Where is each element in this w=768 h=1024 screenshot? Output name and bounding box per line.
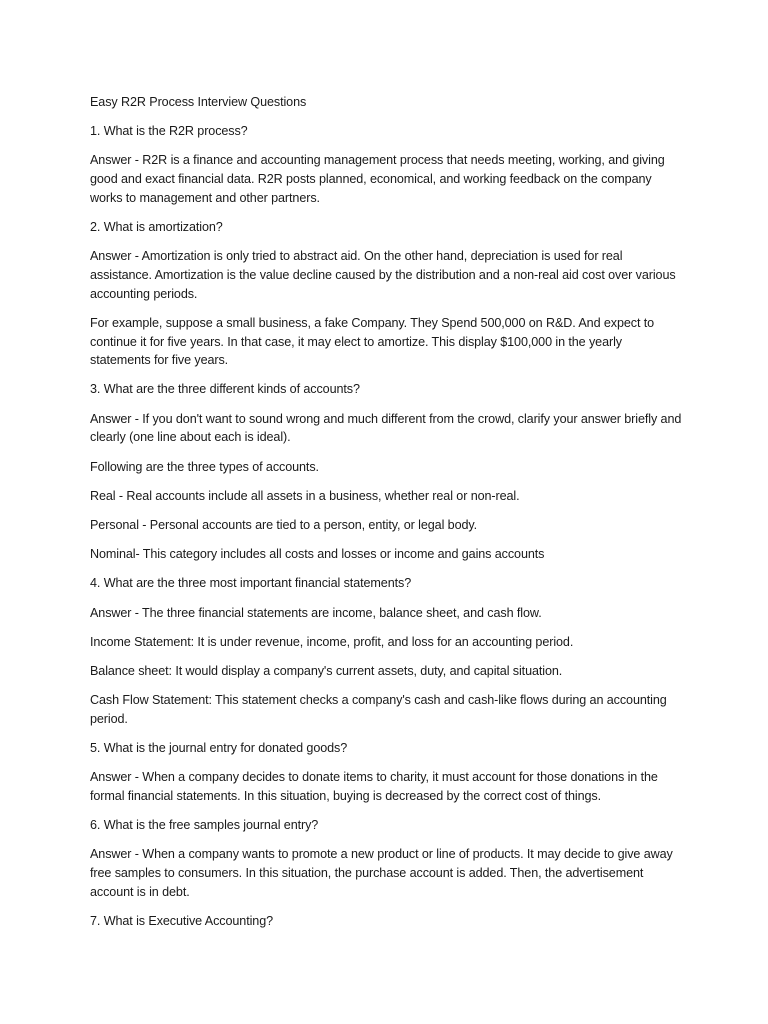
answer-1: Answer - R2R is a finance and accounting management process that needs meeting, working, and giving good and exact financial data. R2R posts planned, economical, and working feedback on the company works to management and other partners. xyxy=(90,153,665,205)
answer-2: Answer - Amortization is only tried to abstract aid. On the other hand, depreciation is used for real assistance. Amortization is the value decline caused by the distribution and a non-real aid cost over various accounting periods. xyxy=(90,249,676,301)
question-3: 3. What are the three different kinds of accounts? xyxy=(90,382,360,397)
answer-2-example: For example, suppose a small business, a fake Company. They Spend 500,000 on R&D. And expect to continue it for five years. In that case, it may elect to amortize. This display $100,000 in the yearly statements for five years. xyxy=(90,315,655,368)
account-types-intro: Following are the three types of accounts. xyxy=(90,459,319,474)
document-title: Easy R2R Process Interview Questions xyxy=(90,95,307,109)
cash-flow-statement: Cash Flow Statement: This statement checks a company's cash and cash-like flows during an accounting period. xyxy=(90,693,667,726)
answer-3: Answer - If you don't want to sound wrong and much different from the crowd, clarify your answer briefly and clearly (one line about each is ideal). xyxy=(90,411,682,445)
question-2: 2. What is amortization? xyxy=(90,220,223,235)
answer-6: Answer - When a company wants to promote a new product or line of products. It may decide to give away free samples to consumers. In this situation, the purchase account is added. Then, the advertisement account is in debt. xyxy=(90,847,673,899)
balance-sheet: Balance sheet: It would display a company's current assets, duty, and capital situation. xyxy=(90,663,563,678)
account-type-personal: Personal - Personal accounts are tied to a person, entity, or legal body. xyxy=(90,517,478,532)
account-type-nominal: Nominal- This category includes all costs and losses or income and gains accounts xyxy=(90,547,545,562)
question-6: 6. What is the free samples journal entry? xyxy=(90,818,319,833)
question-4: 4. What are the three most important financial statements? xyxy=(90,576,412,591)
question-1: 1. What is the R2R process? xyxy=(90,124,248,139)
income-statement: Income Statement: It is under revenue, income, profit, and loss for an accounting period. xyxy=(90,634,574,649)
answer-5: Answer - When a company decides to donate items to charity, it must account for those donations in the formal financial statements. In this situation, buying is decreased by the correct cost of things. xyxy=(90,770,658,803)
document-page xyxy=(90,93,682,941)
question-5: 5. What is the journal entry for donated goods? xyxy=(90,741,348,756)
answer-4: Answer - The three financial statements are income, balance sheet, and cash flow. xyxy=(90,605,542,620)
account-type-real: Real - Real accounts include all assets in a business, whether real or non-real. xyxy=(90,488,520,503)
question-7: 7. What is Executive Accounting? xyxy=(90,914,274,928)
